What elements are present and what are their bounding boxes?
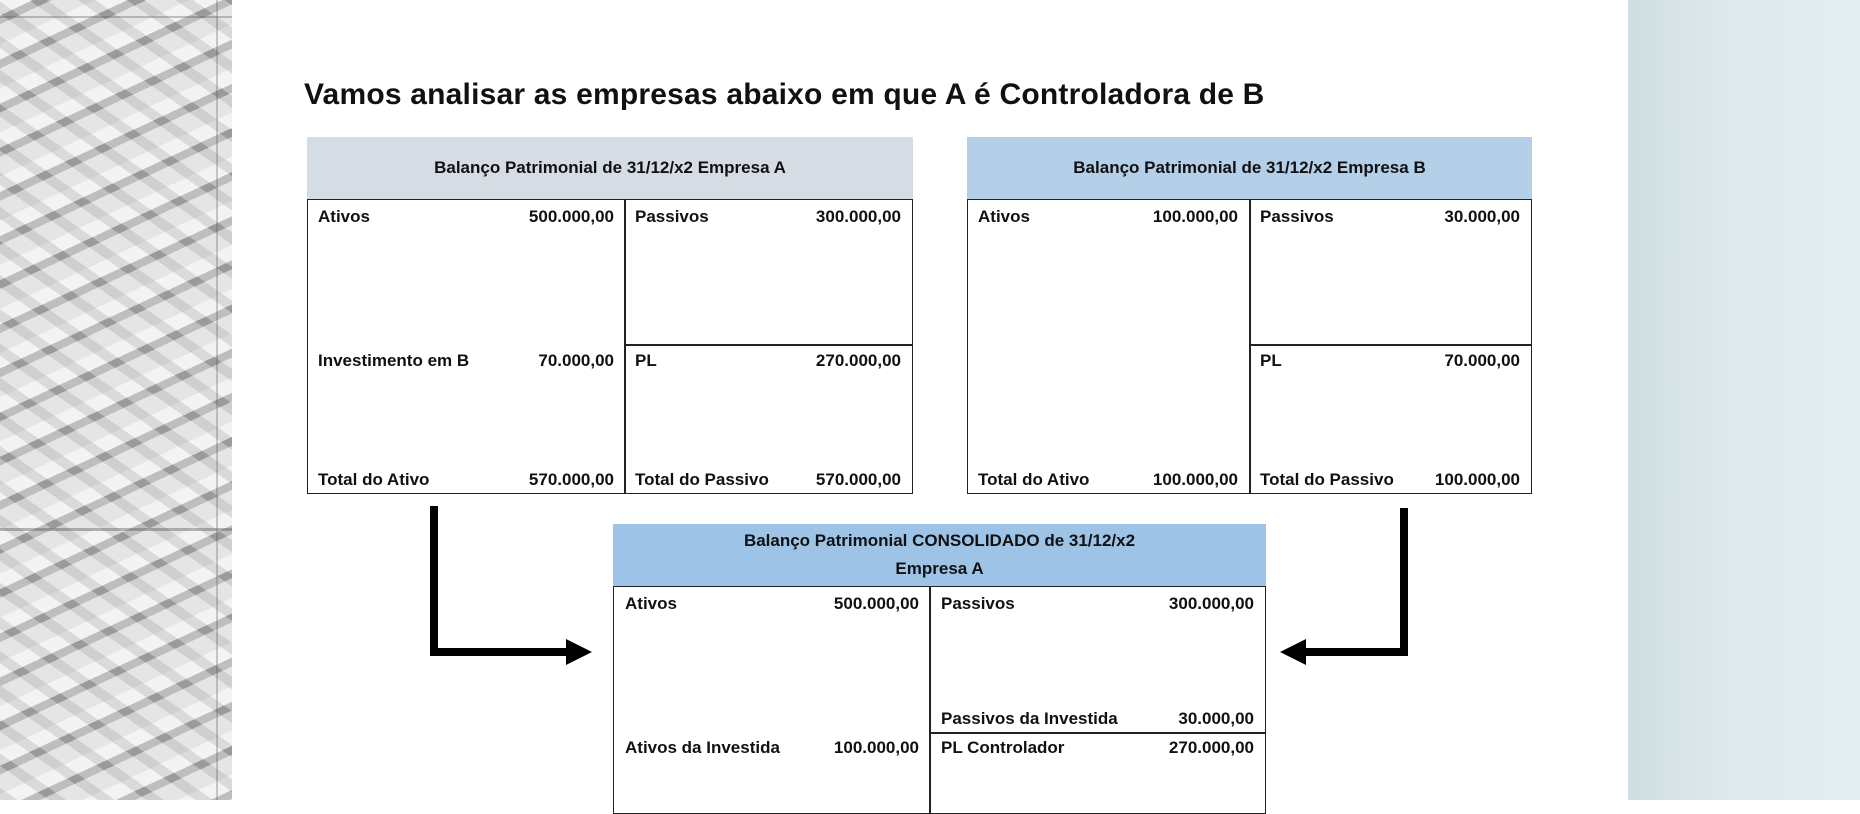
label-pl-a: PL (635, 351, 657, 370)
label-ativos-a: Ativos (318, 207, 370, 226)
row-passivos-consolidado (941, 594, 1254, 614)
label-passivos-consolidado: Passivos (941, 594, 1015, 613)
label-passivos-a: Passivos (635, 207, 709, 226)
table-empresa-b (967, 199, 1532, 494)
label-total-passivo-a: Total do Passivo (635, 470, 769, 489)
label-total-ativo-a: Total do Ativo (318, 470, 430, 489)
balance-sheet-empresa-a (307, 137, 913, 494)
label-pl-b: PL (1260, 351, 1282, 370)
value-pl-a: 270.000,00 (815, 351, 901, 370)
table-consolidado (613, 586, 1266, 814)
header-empresa-b-text: Balanço Patrimonial de 31/12/x2 Empresa B (1073, 158, 1426, 177)
arrow-left-to-consolidado (420, 500, 600, 670)
row-ativos-consolidado (625, 594, 919, 614)
label-total-ativo-b: Total do Ativo (978, 470, 1090, 489)
header-empresa-a (307, 137, 913, 199)
value-passivos-consolidado: 300.000,00 (1168, 594, 1254, 613)
row-pl-a (635, 351, 901, 371)
row-ativos-investida (625, 738, 919, 758)
value-ativos-investida: 100.000,00 (833, 738, 919, 757)
row-pl-controlador (941, 738, 1254, 758)
row-total-passivo-a (635, 470, 901, 490)
label-ativos-b: Ativos (978, 207, 1030, 226)
row-total-ativo-a (318, 470, 614, 490)
header-consolidado-line1: Balanço Patrimonial CONSOLIDADO de 31/12/x2 (743, 531, 1136, 550)
value-total-passivo-b: 100.000,00 (1434, 470, 1520, 489)
value-total-ativo-a: 570.000,00 (528, 470, 614, 489)
slide-title: Vamos analisar as empresas abaixo em que A é Controladora de B (304, 78, 1265, 111)
row-ativos-b (978, 207, 1238, 227)
label-passivos-b: Passivos (1260, 207, 1334, 226)
header-empresa-b (967, 137, 1532, 199)
label-total-passivo-b: Total do Passivo (1260, 470, 1394, 489)
balance-sheet-consolidado (613, 524, 1266, 814)
header-consolidado-line2: Empresa A (895, 559, 984, 578)
value-passivos-b: 30.000,00 (1444, 207, 1520, 226)
label-ativos-investida: Ativos da Investida (625, 738, 780, 757)
value-investimento-a: 70.000,00 (538, 351, 614, 370)
row-passivos-a (635, 207, 901, 227)
value-ativos-consolidado: 500.000,00 (833, 594, 919, 613)
balance-sheet-empresa-b (967, 137, 1532, 494)
value-passivos-investida: 30.000,00 (1178, 709, 1254, 728)
row-passivos-b (1260, 207, 1520, 227)
header-consolidado (613, 524, 1266, 586)
label-passivos-investida: Passivos da Investida (941, 709, 1118, 728)
table-empresa-a (307, 199, 913, 494)
arrow-right-to-consolidado (1270, 504, 1420, 670)
value-total-passivo-a: 570.000,00 (815, 470, 901, 489)
value-total-ativo-b: 100.000,00 (1152, 470, 1238, 489)
header-empresa-a-text: Balanço Patrimonial de 31/12/x2 Empresa A (434, 158, 786, 177)
value-pl-controlador: 270.000,00 (1168, 738, 1254, 757)
label-ativos-consolidado: Ativos (625, 594, 677, 613)
row-ativos-a (318, 207, 614, 227)
value-ativos-a: 500.000,00 (528, 207, 614, 226)
label-pl-controlador: PL Controlador (941, 738, 1065, 757)
left-wall-texture (0, 0, 232, 800)
row-total-ativo-b (978, 470, 1238, 490)
row-passivos-investida (941, 709, 1254, 729)
row-pl-b (1260, 351, 1520, 371)
row-investimento-a (318, 351, 614, 371)
right-wall (1628, 0, 1860, 800)
label-investimento-a: Investimento em B (318, 351, 470, 370)
value-pl-b: 70.000,00 (1444, 351, 1520, 370)
row-total-passivo-b (1260, 470, 1520, 490)
value-passivos-a: 300.000,00 (815, 207, 901, 226)
value-ativos-b: 100.000,00 (1152, 207, 1238, 226)
